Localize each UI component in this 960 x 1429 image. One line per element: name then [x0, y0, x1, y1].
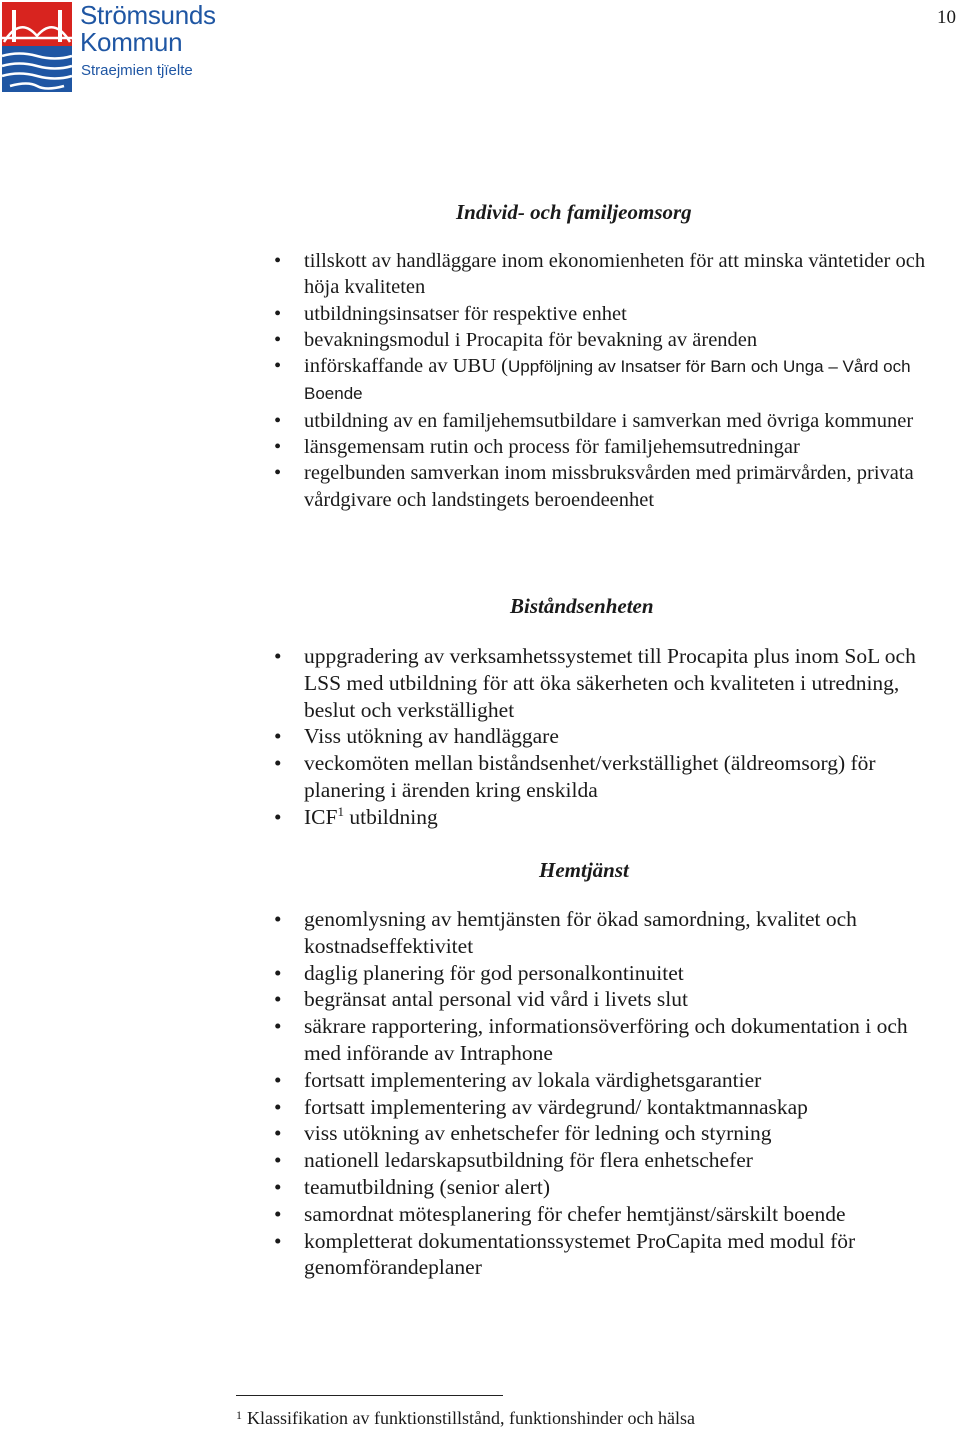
list-item: • införskaffande av UBU (Uppföljning av Insatser för Barn och Unga – Vård och Boende	[0, 353, 930, 408]
list-item: • uppgradering av verksamhetssystemet till Procapita plus inom SoL och LSS med utbildning för att öka säkerheten och kvaliteten i utredning, beslut och verkställighet	[0, 643, 950, 723]
list-item: • begränsat antal personal vid vård i livets slut	[0, 986, 950, 1013]
footnote-reference: 1	[337, 803, 344, 819]
hemtjanst-list	[0, 906, 950, 1281]
list-item: • daglig planering för god personalkontinuitet	[0, 960, 950, 987]
list-item: • genomlysning av hemtjänsten för ökad samordning, kvalitet och kostnadseffektivitet	[0, 906, 950, 960]
list-item: • fortsatt implementering av lokala värdighetsgarantier	[0, 1067, 950, 1094]
logo-name-line1: Strömsunds	[80, 0, 216, 30]
footnote-divider	[236, 1395, 503, 1396]
list-item: • veckomöten mellan biståndsenhet/verkställighet (äldreomsorg) för planering i ärenden kring enskilda	[0, 750, 950, 804]
list-item: • kompletterat dokumentationssystemet ProCapita med modul för genomförandeplaner	[0, 1228, 950, 1282]
list-item: • Viss utökning av handläggare	[0, 723, 950, 750]
list-item: • samordnat mötesplanering för chefer hemtjänst/särskilt boende	[0, 1201, 950, 1228]
section-title-individ-familjeomsorg: Individ- och familjeomsorg	[456, 200, 692, 224]
list-item: • fortsatt implementering av värdegrund/ kontaktmannaskap	[0, 1094, 950, 1121]
list-item: • tillskott av handläggare inom ekonomienheten för att minska väntetider och höja kvaliteten	[0, 248, 930, 301]
ubu-expansion: Uppföljning av Insatser för Barn och Unga – Vård och Boende	[304, 357, 911, 404]
list-item: • länsgemensam rutin och process för familjehemsutredningar	[0, 434, 930, 460]
list-item: • teamutbildning (senior alert)	[0, 1174, 950, 1201]
list-item: • nationell ledarskapsutbildning för flera enhetschefer	[0, 1147, 950, 1174]
list-item: • viss utökning av enhetschefer för ledning och styrning	[0, 1120, 950, 1147]
bridge-emblem-icon	[2, 2, 72, 92]
list-item: • utbildningsinsatser för respektive enhet	[0, 301, 930, 327]
list-item: • ICF$^1$ utbildning	[0, 804, 950, 831]
municipality-logo	[0, 0, 230, 96]
list-item: • utbildning av en familjehemsutbildare i samverkan med övriga kommuner	[0, 408, 930, 434]
footnote-mark: 1	[236, 1408, 242, 1422]
individ-familjeomsorg-list	[0, 248, 930, 513]
section-title-bistandsenheten: Biståndsenheten	[510, 594, 654, 618]
section-title-hemtjanst: Hemtjänst	[539, 858, 629, 882]
list-item: • bevakningsmodul i Procapita för bevakning av ärenden	[0, 327, 930, 353]
footnote-text: Klassifikation av funktionstillstånd, funktionshinder och hälsa	[247, 1408, 695, 1428]
bistandsenheten-list	[0, 643, 950, 831]
logo-subtitle: Straejmien tjïelte	[81, 62, 193, 79]
list-item: • regelbunden samverkan inom missbruksvården med primärvården, privata vårdgivare och landstingets beroendeenhet	[0, 460, 930, 513]
footnote	[236, 1408, 695, 1429]
page-number: 10	[937, 7, 956, 28]
list-item: • säkrare rapportering, informationsöverföring och dokumentation i och med införande av Intraphone	[0, 1013, 950, 1067]
logo-name-line2: Kommun	[80, 27, 183, 57]
